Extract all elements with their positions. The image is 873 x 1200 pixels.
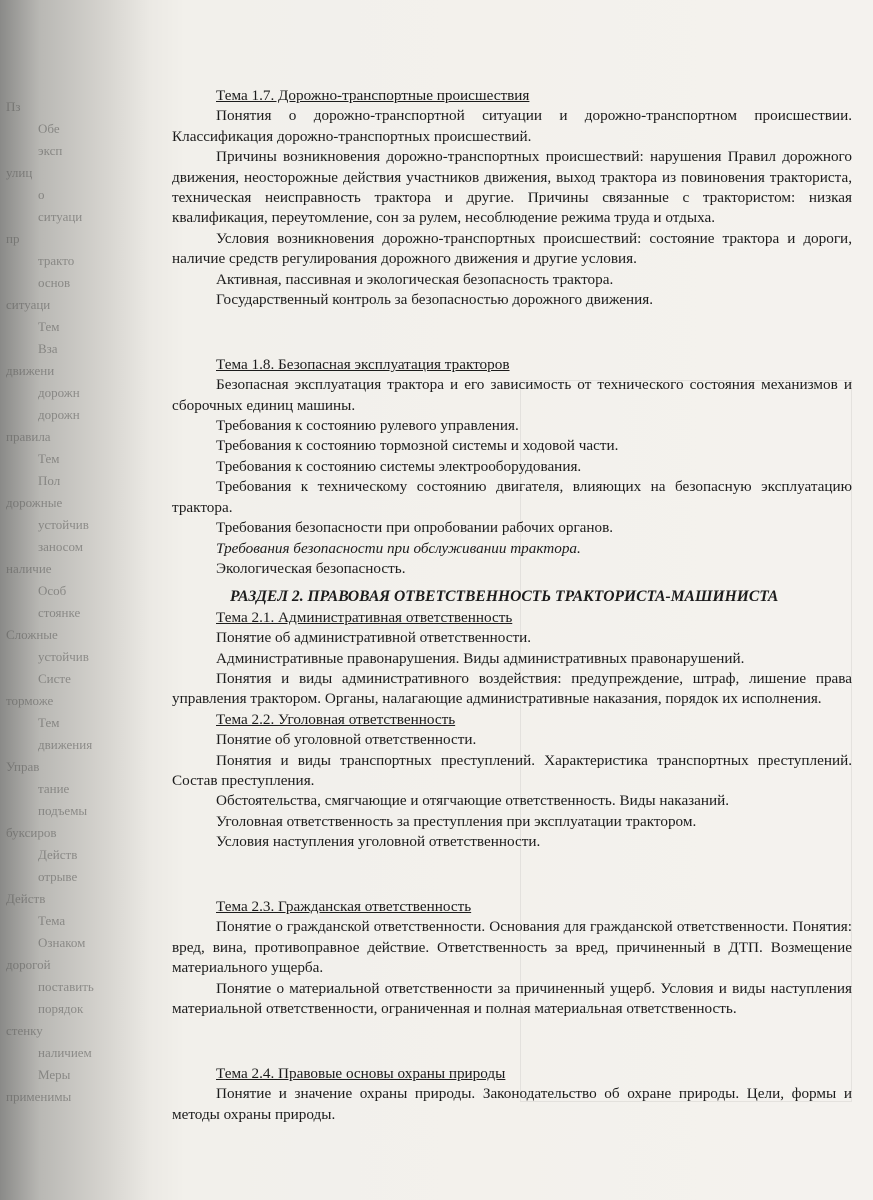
margin-fragment: торможе [6,693,54,708]
margin-fragment: устойчив [38,649,89,664]
margin-fragment: Управ [6,759,40,774]
margin-fragment: стоянке [38,605,81,620]
margin-fragment: дорожн [38,385,80,400]
paragraph: Понятие и значение охраны природы. Законодательство об охране природы. Цели, формы и методы охраны природы. [172,1085,852,1123]
margin-fragment: Систе [38,671,71,686]
paragraph: Требования к техническому состоянию двигателя, влияющих на безопасную эксплуатацию трактора. [172,478,852,516]
topic-heading: Тема 2.4. Правовые основы охраны природы [216,1064,506,1082]
margin-fragment: применимы [6,1089,72,1104]
spacer [172,326,852,340]
margin-fragment: ситуаци [38,209,83,224]
margin-fragment: Тема [38,913,66,928]
margin-fragment: движения [38,737,93,752]
paragraph: Понятие о гражданской ответственности. Основания для гражданской ответственности. Понятия: вред, вина, противоправное действие. Ответственность за вред, причиненный в ДТП. Возмещение материального ущерба. [172,918,852,977]
margin-fragment: Пол [38,473,61,488]
margin-fragment: Действ [38,847,78,862]
text-line: Обстоятельства, смягчающие и отягчающие ответственность. Виды наказаний. [216,792,730,810]
margin-fragment: порядок [38,1001,84,1016]
topic-heading: Тема 2.1. Административная ответственность [216,608,513,626]
text-line: Уголовная ответственность за преступления при эксплуатации трактором. [216,812,697,830]
margin-fragment: Тем [38,715,60,730]
paragraph: Понятия и виды административного воздействия: предупреждение, штраф, лишение права управления трактором. Органы, налагающие административные наказания, порядок их исполнения. [172,669,852,708]
margin-fragment: устойчив [38,517,89,532]
margin-fragment: Тем [38,451,60,466]
text-line: Понятие об административной ответственности. [216,629,532,647]
topic-heading: Тема 2.2. Уголовная ответственность [216,710,456,728]
margin-fragment: стенку [6,1023,43,1038]
paragraph: Понятие о материальной ответственности за причиненный ущерб. Условия и виды наступления материальной ответственности, ограниченная и полная материальная ответственность. [172,979,852,1017]
text-line: Административные правонарушения. Виды административных правонарушений. [216,649,745,667]
text-line: Государственный контроль за безопасностью дорожного движения. [216,291,654,309]
topic-heading: Тема 1.7. Дорожно-транспортные происшествия [216,87,530,104]
margin-fragment: пр [6,231,20,246]
margin-fragment: о [38,187,45,202]
paragraph: Условия возникновения дорожно-транспортных происшествий: состояние трактора и дороги, наличие средств регулирования дорожного движения и другие условия. [172,229,852,268]
spacer [172,1035,852,1049]
spacer [172,868,852,882]
text-line: Требования к состоянию системы электрооборудования. [216,457,582,475]
paragraph: Понятия и виды транспортных преступлений. Характеристика транспортных преступлений. Состав преступления. [172,751,852,789]
section-heading: РАЗДЕЛ 2. ПРАВОВАЯ ОТВЕТСТВЕННОСТЬ ТРАКТОРИСТА-МАШИНИСТА [230,588,779,606]
left-page-edge-text [0,0,110,1200]
margin-fragment: Вза [38,341,58,356]
margin-fragment: Тем [38,319,60,334]
margin-fragment: эксп [38,143,63,158]
text-line: Понятие об уголовной ответственности. [216,731,477,749]
margin-fragment: наличием [38,1045,92,1060]
margin-fragment: дорогой [6,957,51,972]
margin-fragment: правила [6,429,51,444]
margin-fragment: Действ [6,891,46,906]
margin-fragment: улиц [6,165,33,180]
margin-fragment: дорожные [6,495,63,510]
margin-fragment: поставить [38,979,94,994]
text-line: Требования безопасности при обслуживании трактора. [216,539,581,557]
margin-fragment: Особ [38,583,67,598]
text-line: Активная, пассивная и экологическая безопасность трактора. [216,270,614,288]
paragraph: Безопасная эксплуатация трактора и его зависимость от технического состояния механизмов и сборочных единиц машины. [172,376,852,414]
margin-fragment: Пз [6,99,21,114]
margin-fragment: тракто [38,253,75,268]
margin-fragment: Сложные [6,627,58,642]
topic-heading: Тема 2.3. Гражданская ответственность [216,897,472,915]
text-line: Требования к состоянию тормозной системы и ходовой части. [216,437,619,455]
margin-fragment: Меры [38,1067,71,1082]
margin-fragment: движени [6,363,55,378]
margin-fragment: дорожн [38,407,80,422]
margin-fragment: буксиров [6,825,57,840]
margin-fragment: Ознаком [38,935,86,950]
margin-fragment: заносом [38,539,83,554]
margin-fragment: подъемы [38,803,88,818]
text-line: Требования к состоянию рулевого управления. [216,417,519,435]
margin-fragment: основ [38,275,71,290]
paragraph: Понятия о дорожно-транспортной ситуации и дорожно-транспортном происшествии. Классификация дорожно-транспортных происшествий. [172,107,852,145]
margin-fragment: отрыве [38,869,78,884]
text-line: Требования безопасности при опробовании рабочих органов. [216,519,614,537]
margin-fragment: Обе [38,121,60,136]
margin-fragment: ситуаци [6,297,51,312]
margin-fragment: тание [38,781,70,796]
text-line: Экологическая безопасность. [216,559,406,577]
document-page [172,86,852,1125]
margin-fragment: наличие [6,561,52,576]
text-line: Условия наступления уголовной ответственности. [216,833,541,851]
topic-heading: Тема 1.8. Безопасная эксплуатация тракторов [216,355,510,373]
paragraph: Причины возникновения дорожно-транспортных происшествий: нарушения Правил дорожного движения, неосторожные действия участников движения, выход трактора из повиновения тракториста, техническая неисправность трактора и другие. Причины связанные с трактористом: низкая квалификация, переутомление, сон за рулем, несоблюдение режима труда и отдыха. [172,148,852,227]
